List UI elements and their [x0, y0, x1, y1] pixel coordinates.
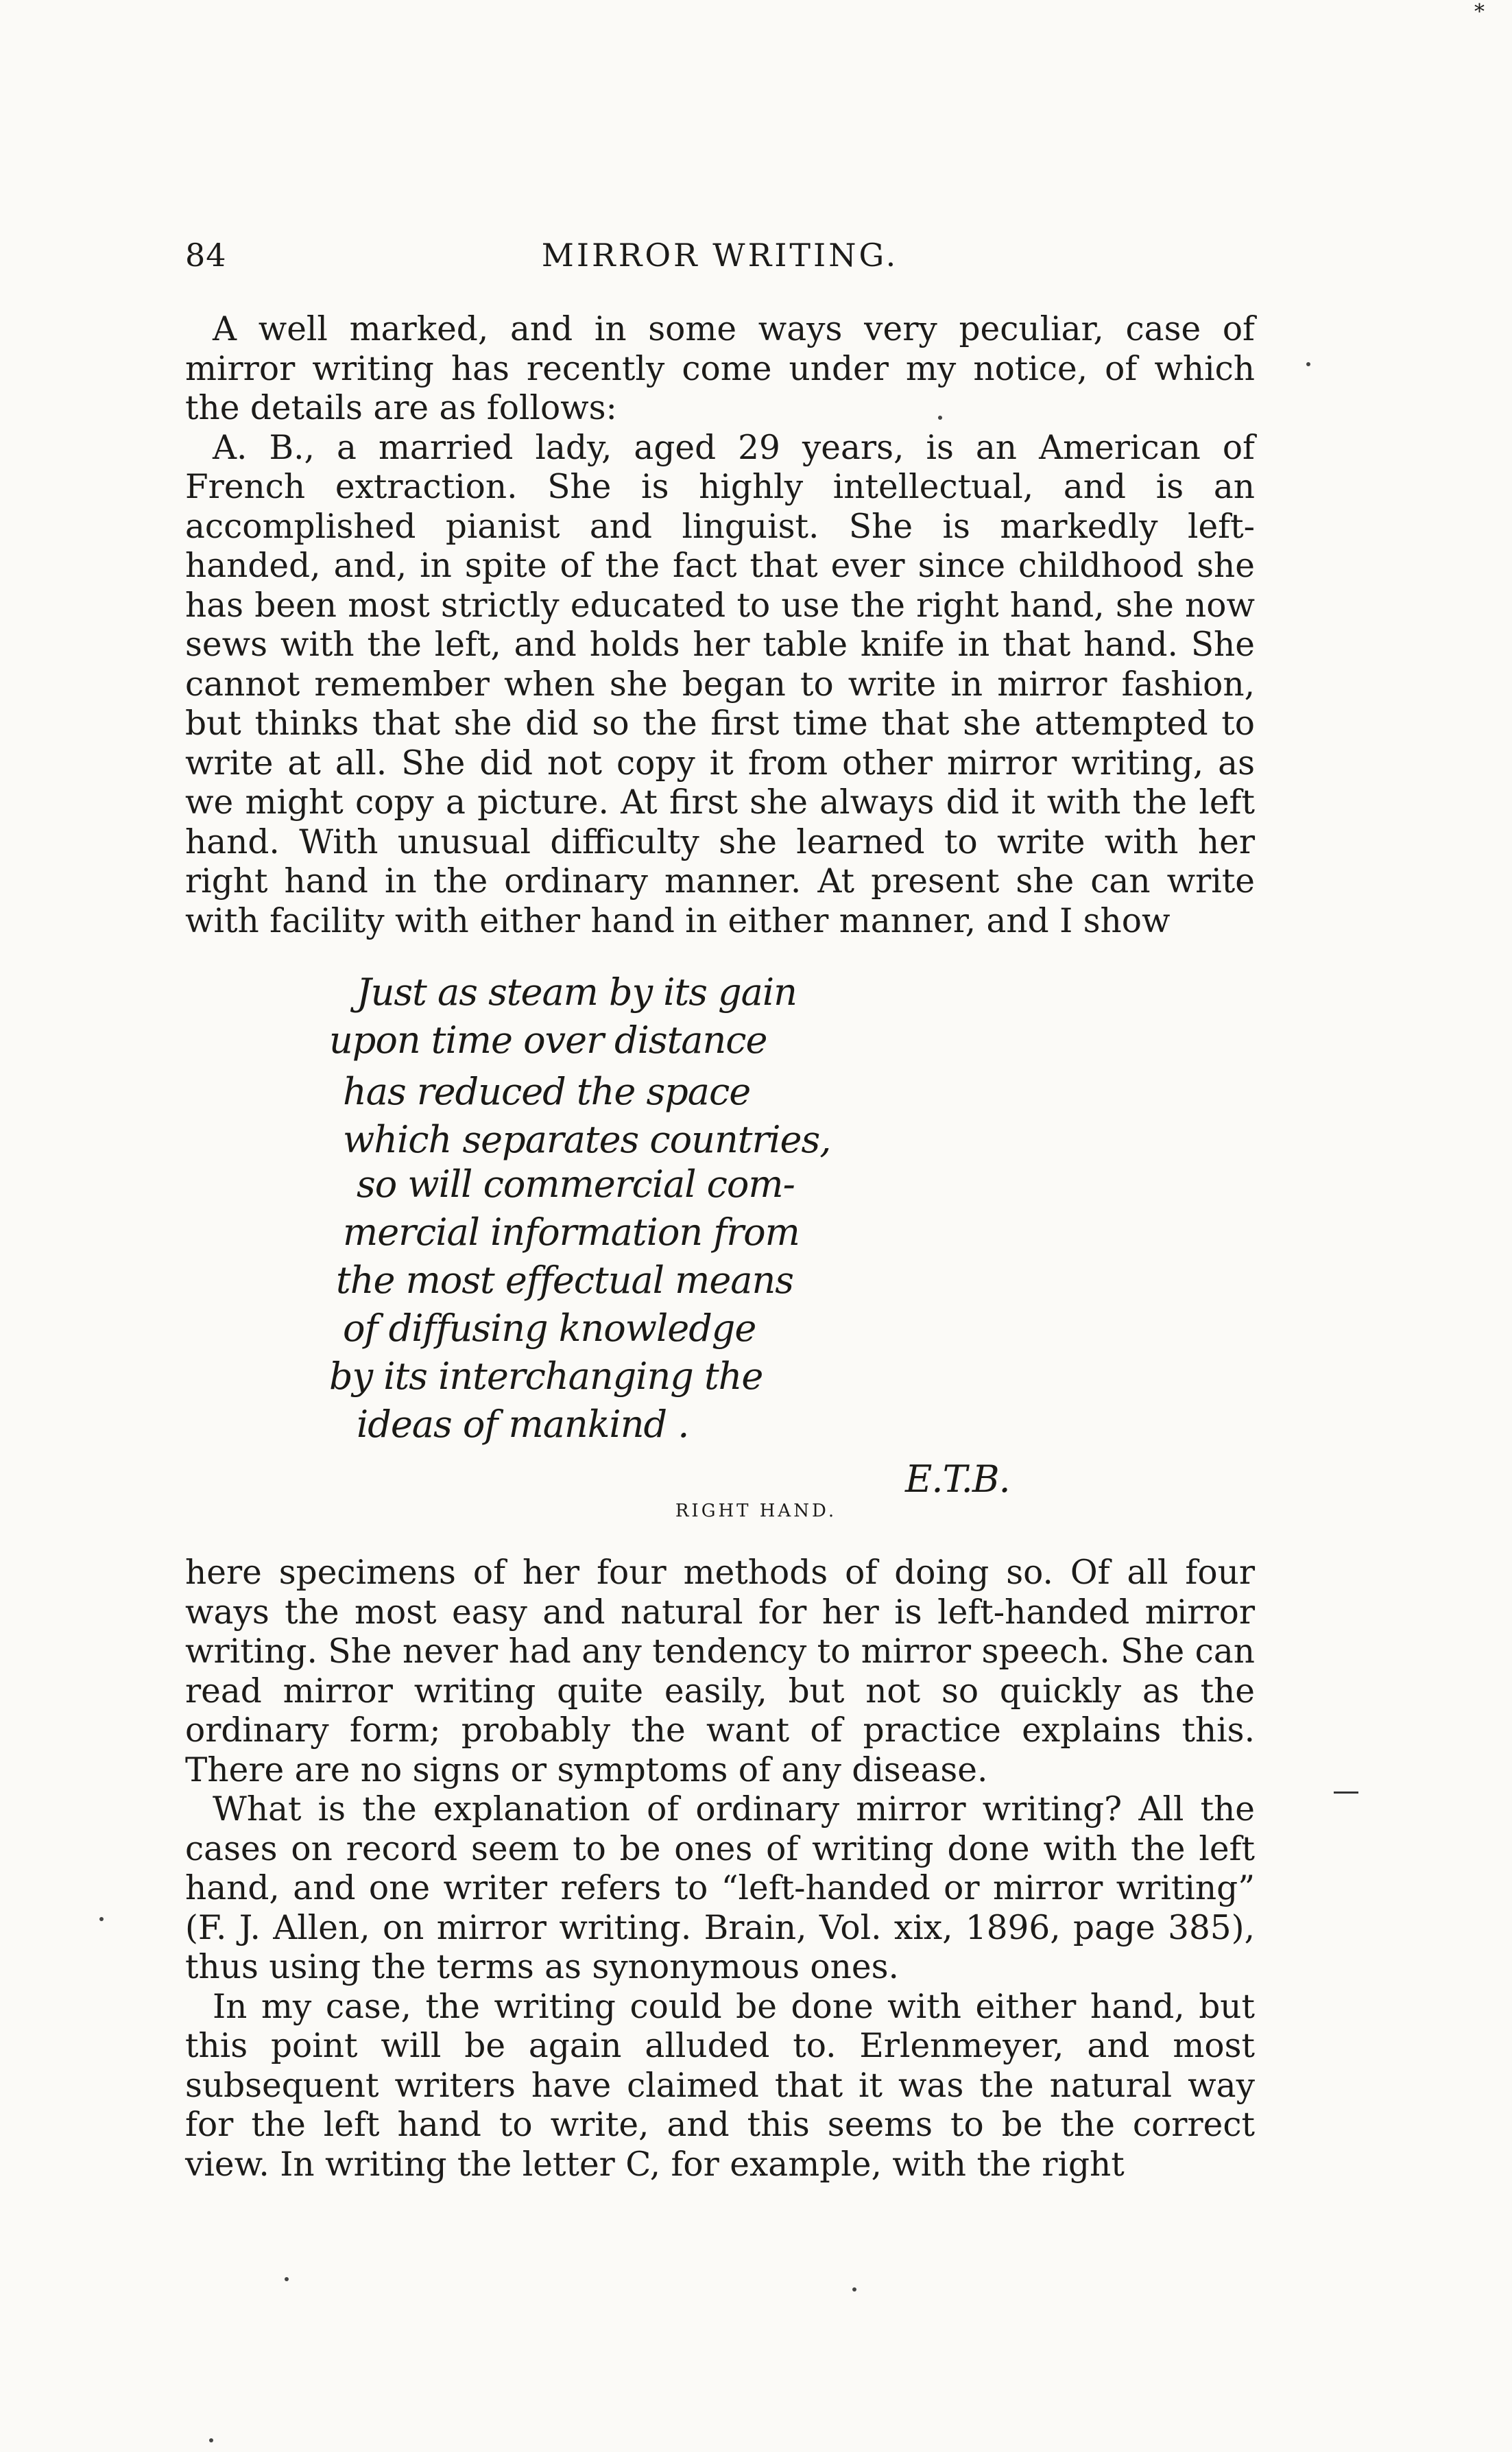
print-speck [852, 2287, 856, 2292]
paragraph: In my case, the writing could be done with either hand, but this point will be again alluded to. Erlenmeyer, and most subsequent writers have claimed that it was the natural way for the left hand to write, and this seems to be the correct view. In writing the letter C, for example, with the right [185, 1987, 1255, 2184]
handwriting-specimen-figure [315, 964, 1138, 1526]
running-title: MIRROR WRITING. [541, 237, 899, 274]
handwriting-line: ideas of mankind . [357, 1403, 689, 1446]
signature: E.T.B. [905, 1457, 1010, 1501]
handwriting-line: of diffusing knowledge [343, 1307, 756, 1350]
body-text-bottom [185, 1554, 1255, 2185]
paragraph: What is the explanation of ordinary mirror writing? All the cases on record seem to be ones of writing done with the left hand, and one writer refers to “left-handed or mirror writing” (F. J. Allen, on mirror writing. Brain, Vol. xix, 1896, page 385), thus using the terms as synonymous ones. [185, 1790, 1255, 1986]
print-speck [285, 2277, 289, 2281]
print-speck [209, 2438, 213, 2442]
handwriting-line: so will commercial com- [357, 1163, 795, 1206]
print-speck [1306, 362, 1310, 366]
page-number: 84 [185, 237, 227, 274]
handwriting-line: the most effectual means [336, 1259, 793, 1302]
handwriting-line: mercial information from [343, 1211, 800, 1254]
margin-dash [1334, 1792, 1358, 1794]
running-head [185, 237, 1255, 278]
handwriting-line: Just as steam by its gain [357, 971, 797, 1014]
handwriting-specimen-image [315, 964, 1138, 1526]
handwriting-line: upon time over distance [329, 1019, 767, 1062]
handwriting-line: has reduced the space [343, 1070, 751, 1113]
print-speck [938, 416, 942, 420]
page-corner-mark: * [1474, 0, 1485, 24]
paragraph: here specimens of her four methods of doing so. Of all four ways the most easy and natural for her is left-handed mirror writing. She never had any tendency to mirror speech. She can read mirror writing quite easily, but not so quickly as the ordinary form; probably the want of practice explains this. There are no signs or symptoms of any disease. [185, 1554, 1255, 1789]
body-text-top [185, 310, 1255, 941]
print-speck [99, 1917, 104, 1921]
handwriting-line: by its interchanging the [329, 1355, 763, 1398]
paragraph: A. B., a married lady, aged 29 years, is an American of French extraction. She is highly intellectual, and is an accomplished pianist and linguist. She is markedly left-handed, and, in spite of the fact that ever since childhood she has been most strictly educated to use the right hand, she now sews with the left, and holds her table knife in that hand. She cannot remember when she began to write in mirror fashion, but thinks that she did so the first time that she attempted to write at all. She did not copy it from other mirror writing, as we might copy a picture. At first she always did it with the left hand. With unusual difficulty she learned to write with her right hand in the ordinary manner. At present she can write with facility with either hand in either manner, and I show [185, 428, 1255, 940]
paragraph: A well marked, and in some ways very peculiar, case of mirror writing has recently come under my notice, of which the details are as follows: [185, 310, 1255, 427]
handwriting-line: which separates countries, [343, 1118, 831, 1161]
figure-caption: RIGHT HAND. [675, 1501, 837, 1521]
